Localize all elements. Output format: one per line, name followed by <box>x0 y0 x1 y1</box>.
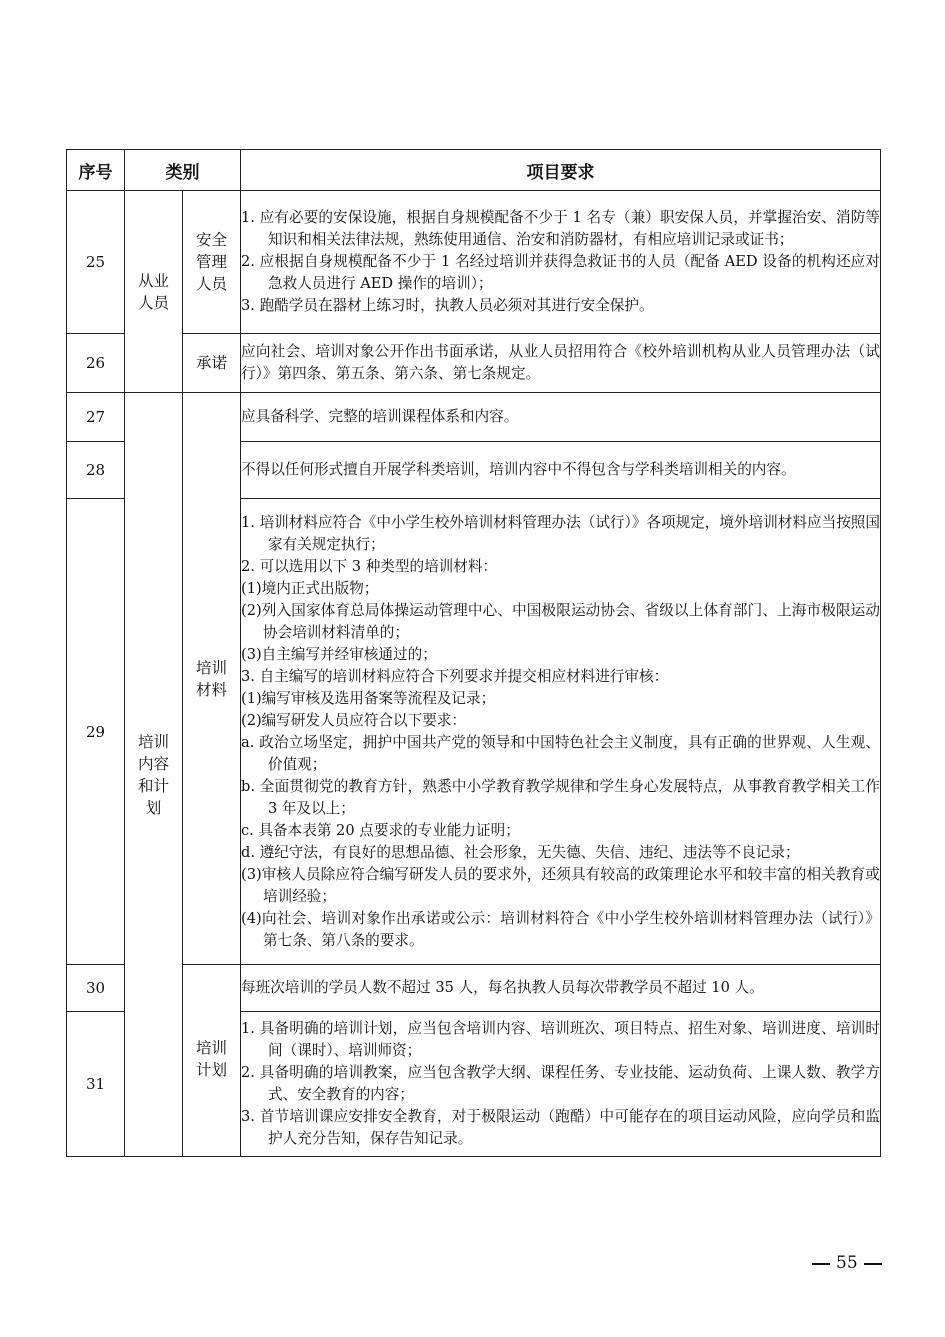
page-dash-left <box>812 1263 830 1265</box>
requirement-line: 2. 可以选用以下 3 种类型的培训材料： <box>241 557 498 575</box>
table-row <box>67 191 881 334</box>
requirement-line: c. 具备本表第 20 点要求的专业能力证明； <box>241 821 520 839</box>
row-number: 30 <box>67 965 125 1012</box>
subcategory-cell <box>183 965 241 1157</box>
requirement-line: d. 遵纪守法，有良好的思想品德、社会形象，无失德、失信、违纪、违法等不良记录； <box>241 843 800 861</box>
table-row <box>67 393 881 442</box>
page-dash-right <box>864 1263 882 1265</box>
requirement-line: 3. 自主编写的培训材料应符合下列要求并提交相应材料进行审核： <box>241 667 669 685</box>
requirement-line: 3. 首节培训课应安排安全教育，对于极限运动（跑酷）中可能存在的项目运动风险，应向学员和监护人充分告知，保存告知记录。 <box>241 1108 880 1147</box>
header-requirements: 项目要求 <box>241 150 881 191</box>
row-number: 28 <box>67 442 125 499</box>
requirements-table <box>66 149 881 1157</box>
subcategory-label: 培训材料 <box>195 658 227 699</box>
subcategory-cell <box>183 191 241 334</box>
subcategory-label: 安全管理人员 <box>195 231 227 293</box>
page-number-text: 55 <box>836 1253 858 1273</box>
requirement-line: a. 政治立场坚定，拥护中国共产党的领导和中国特色社会主义制度，具有正确的世界观、人生观、价值观； <box>241 733 880 773</box>
category-cell <box>125 191 183 393</box>
requirement-line: (1)境内正式出版物； <box>241 579 379 597</box>
requirement-line: (2)编写研发人员应符合以下要求： <box>241 711 466 729</box>
requirement-line: 1. 应有必要的安保设施，根据自身规模配备不少于 1 名专（兼）职安保人员，并掌握治安、消防等知识和相关法律法规，熟练使用通信、治安和消防器材，有相应培训记录或证书； <box>241 209 880 248</box>
requirement-cell: 不得以任何形式擅自开展学科类培训，培训内容中不得包含与学科类培训相关的内容。 <box>241 442 881 499</box>
requirement-line: 1. 具备明确的培训计划，应当包含培训内容、培训班次、项目特点、招生对象、培训进度、培训时间（课时）、培训师资； <box>241 1020 880 1059</box>
subcategory-label: 培训计划 <box>195 1039 227 1079</box>
header-category: 类别 <box>125 150 241 191</box>
requirement-line: (2)列入国家体育总局体操运动管理中心、中国极限运动协会、省级以上体育部门、上海市极限运动协会培训材料清单的； <box>241 601 880 641</box>
table-row <box>67 965 881 1012</box>
requirement-cell <box>241 499 881 965</box>
category-label: 从业人员 <box>137 271 169 312</box>
requirement-cell <box>241 191 881 334</box>
row-number: 25 <box>67 191 125 334</box>
row-number: 29 <box>67 499 125 965</box>
table-row <box>67 334 881 393</box>
requirement-cell: 应具备科学、完整的培训课程体系和内容。 <box>241 393 881 442</box>
subcategory-label: 承诺 <box>195 354 227 372</box>
requirement-line: 2. 应根据自身规模配备不少于 1 名经过培训并获得急救证书的人员（配备 AED 设备的机构还应对急救人员进行 AED 操作的培训）； <box>241 253 880 292</box>
requirement-line: 3. 跑酷学员在器材上练习时，执教人员必须对其进行安全保护。 <box>241 297 654 314</box>
requirement-line: 1. 培训材料应符合《中小学生校外培训材料管理办法（试行）》各项规定，境外培训材料应当按照国家有关规定执行； <box>241 513 880 553</box>
category-label: 培训内容和计划 <box>137 732 169 817</box>
requirement-cell <box>241 1012 881 1157</box>
subcategory-cell <box>183 334 241 393</box>
subcategory-cell <box>183 393 241 965</box>
category-cell <box>125 393 183 1157</box>
requirement-cell: 每班次培训的学员人数不超过 35 人，每名执教人员每次带教学员不超过 10 人。 <box>241 965 881 1012</box>
row-number: 27 <box>67 393 125 442</box>
page-number <box>806 1253 888 1273</box>
requirement-cell: 应向社会、培训对象公开作出书面承诺，从业人员招用符合《校外培训机构从业人员管理办法（试行）》第四条、第五条、第六条、第七条规定。 <box>241 334 881 393</box>
requirement-line: b. 全面贯彻党的教育方针，熟悉中小学教育教学规律和学生身心发展特点，从事教育教学相关工作 3 年及以上； <box>241 777 880 817</box>
requirement-line: (1)编写审核及选用备案等流程及记录； <box>241 689 496 707</box>
row-number: 31 <box>67 1012 125 1157</box>
requirement-line: (4)向社会、培训对象作出承诺或公示：培训材料符合《中小学生校外培训材料管理办法（试行）》第七条、第八条的要求。 <box>241 909 880 949</box>
row-number: 26 <box>67 334 125 393</box>
header-serial: 序号 <box>67 150 125 191</box>
table-header-row <box>67 150 881 191</box>
requirement-line: 2. 具备明确的培训教案，应当包含教学大纲、课程任务、专业技能、运动负荷、上课人数、教学方式、安全教育的内容； <box>241 1064 880 1103</box>
requirement-line: (3)审核人员除应符合编写研发人员的要求外，还须具有较高的政策理论水平和较丰富的相关教育或培训经验； <box>241 865 880 905</box>
requirement-line: (3)自主编写并经审核通过的； <box>241 645 437 663</box>
